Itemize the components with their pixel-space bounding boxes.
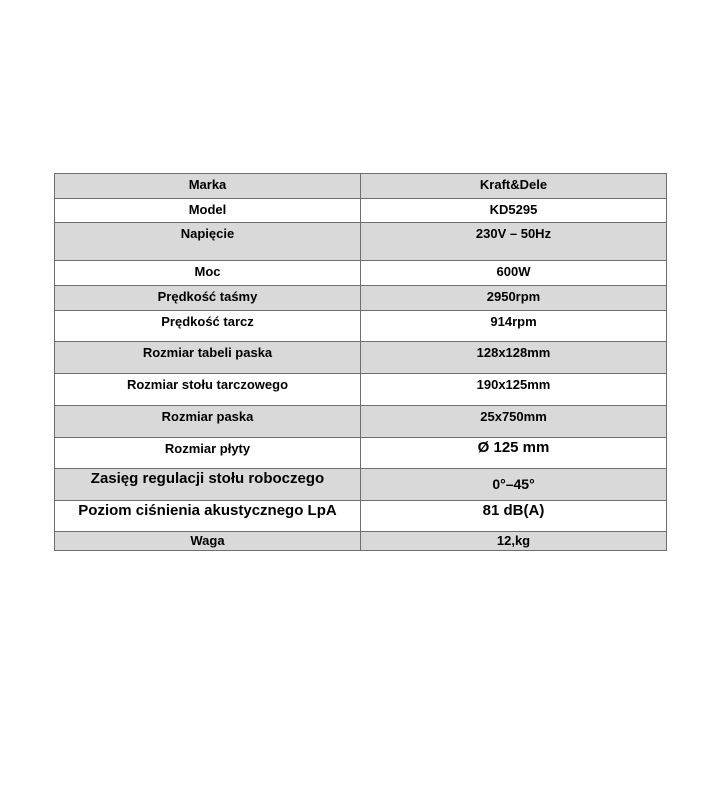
table-row — [55, 199, 667, 223]
table-row — [55, 406, 667, 438]
table-row — [55, 342, 667, 374]
spec-value: 914rpm — [361, 311, 667, 342]
table-row — [55, 532, 667, 551]
spec-name: Rozmiar tabeli paska — [55, 342, 361, 374]
table-row — [55, 286, 667, 311]
spec-value: 128x128mm — [361, 342, 667, 374]
table-row — [55, 311, 667, 342]
spec-name: Rozmiar stołu tarczowego — [55, 374, 361, 406]
spec-value: 12,kg — [361, 532, 667, 551]
table-row — [55, 174, 667, 199]
spec-name: Rozmiar paska — [55, 406, 361, 438]
spec-value: 25x750mm — [361, 406, 667, 438]
spec-value: 0°–45° — [361, 469, 667, 501]
spec-name: Model — [55, 199, 361, 223]
spec-name: Moc — [55, 261, 361, 286]
table-row — [55, 374, 667, 406]
spec-name: Waga — [55, 532, 361, 551]
table-row — [55, 223, 667, 261]
spec-value: 230V – 50Hz — [361, 223, 667, 261]
spec-name: Prędkość taśmy — [55, 286, 361, 311]
spec-value: Ø 125 mm — [361, 438, 667, 469]
spec-name: Rozmiar płyty — [55, 438, 361, 469]
spec-value: 190x125mm — [361, 374, 667, 406]
spec-value: KD5295 — [361, 199, 667, 223]
spec-name: Prędkość tarcz — [55, 311, 361, 342]
spec-name: Marka — [55, 174, 361, 199]
table-row — [55, 469, 667, 501]
table-row — [55, 261, 667, 286]
specifications-table — [54, 173, 667, 551]
spec-name: Napięcie — [55, 223, 361, 261]
spec-value: 600W — [361, 261, 667, 286]
spec-name: Zasięg regulacji stołu roboczego — [55, 469, 361, 501]
table-row — [55, 501, 667, 532]
spec-name: Poziom ciśnienia akustycznego LpA — [55, 501, 361, 532]
spec-value: 81 dB(A) — [361, 501, 667, 532]
spec-value: 2950rpm — [361, 286, 667, 311]
table-row — [55, 438, 667, 469]
spec-value: Kraft&Dele — [361, 174, 667, 199]
